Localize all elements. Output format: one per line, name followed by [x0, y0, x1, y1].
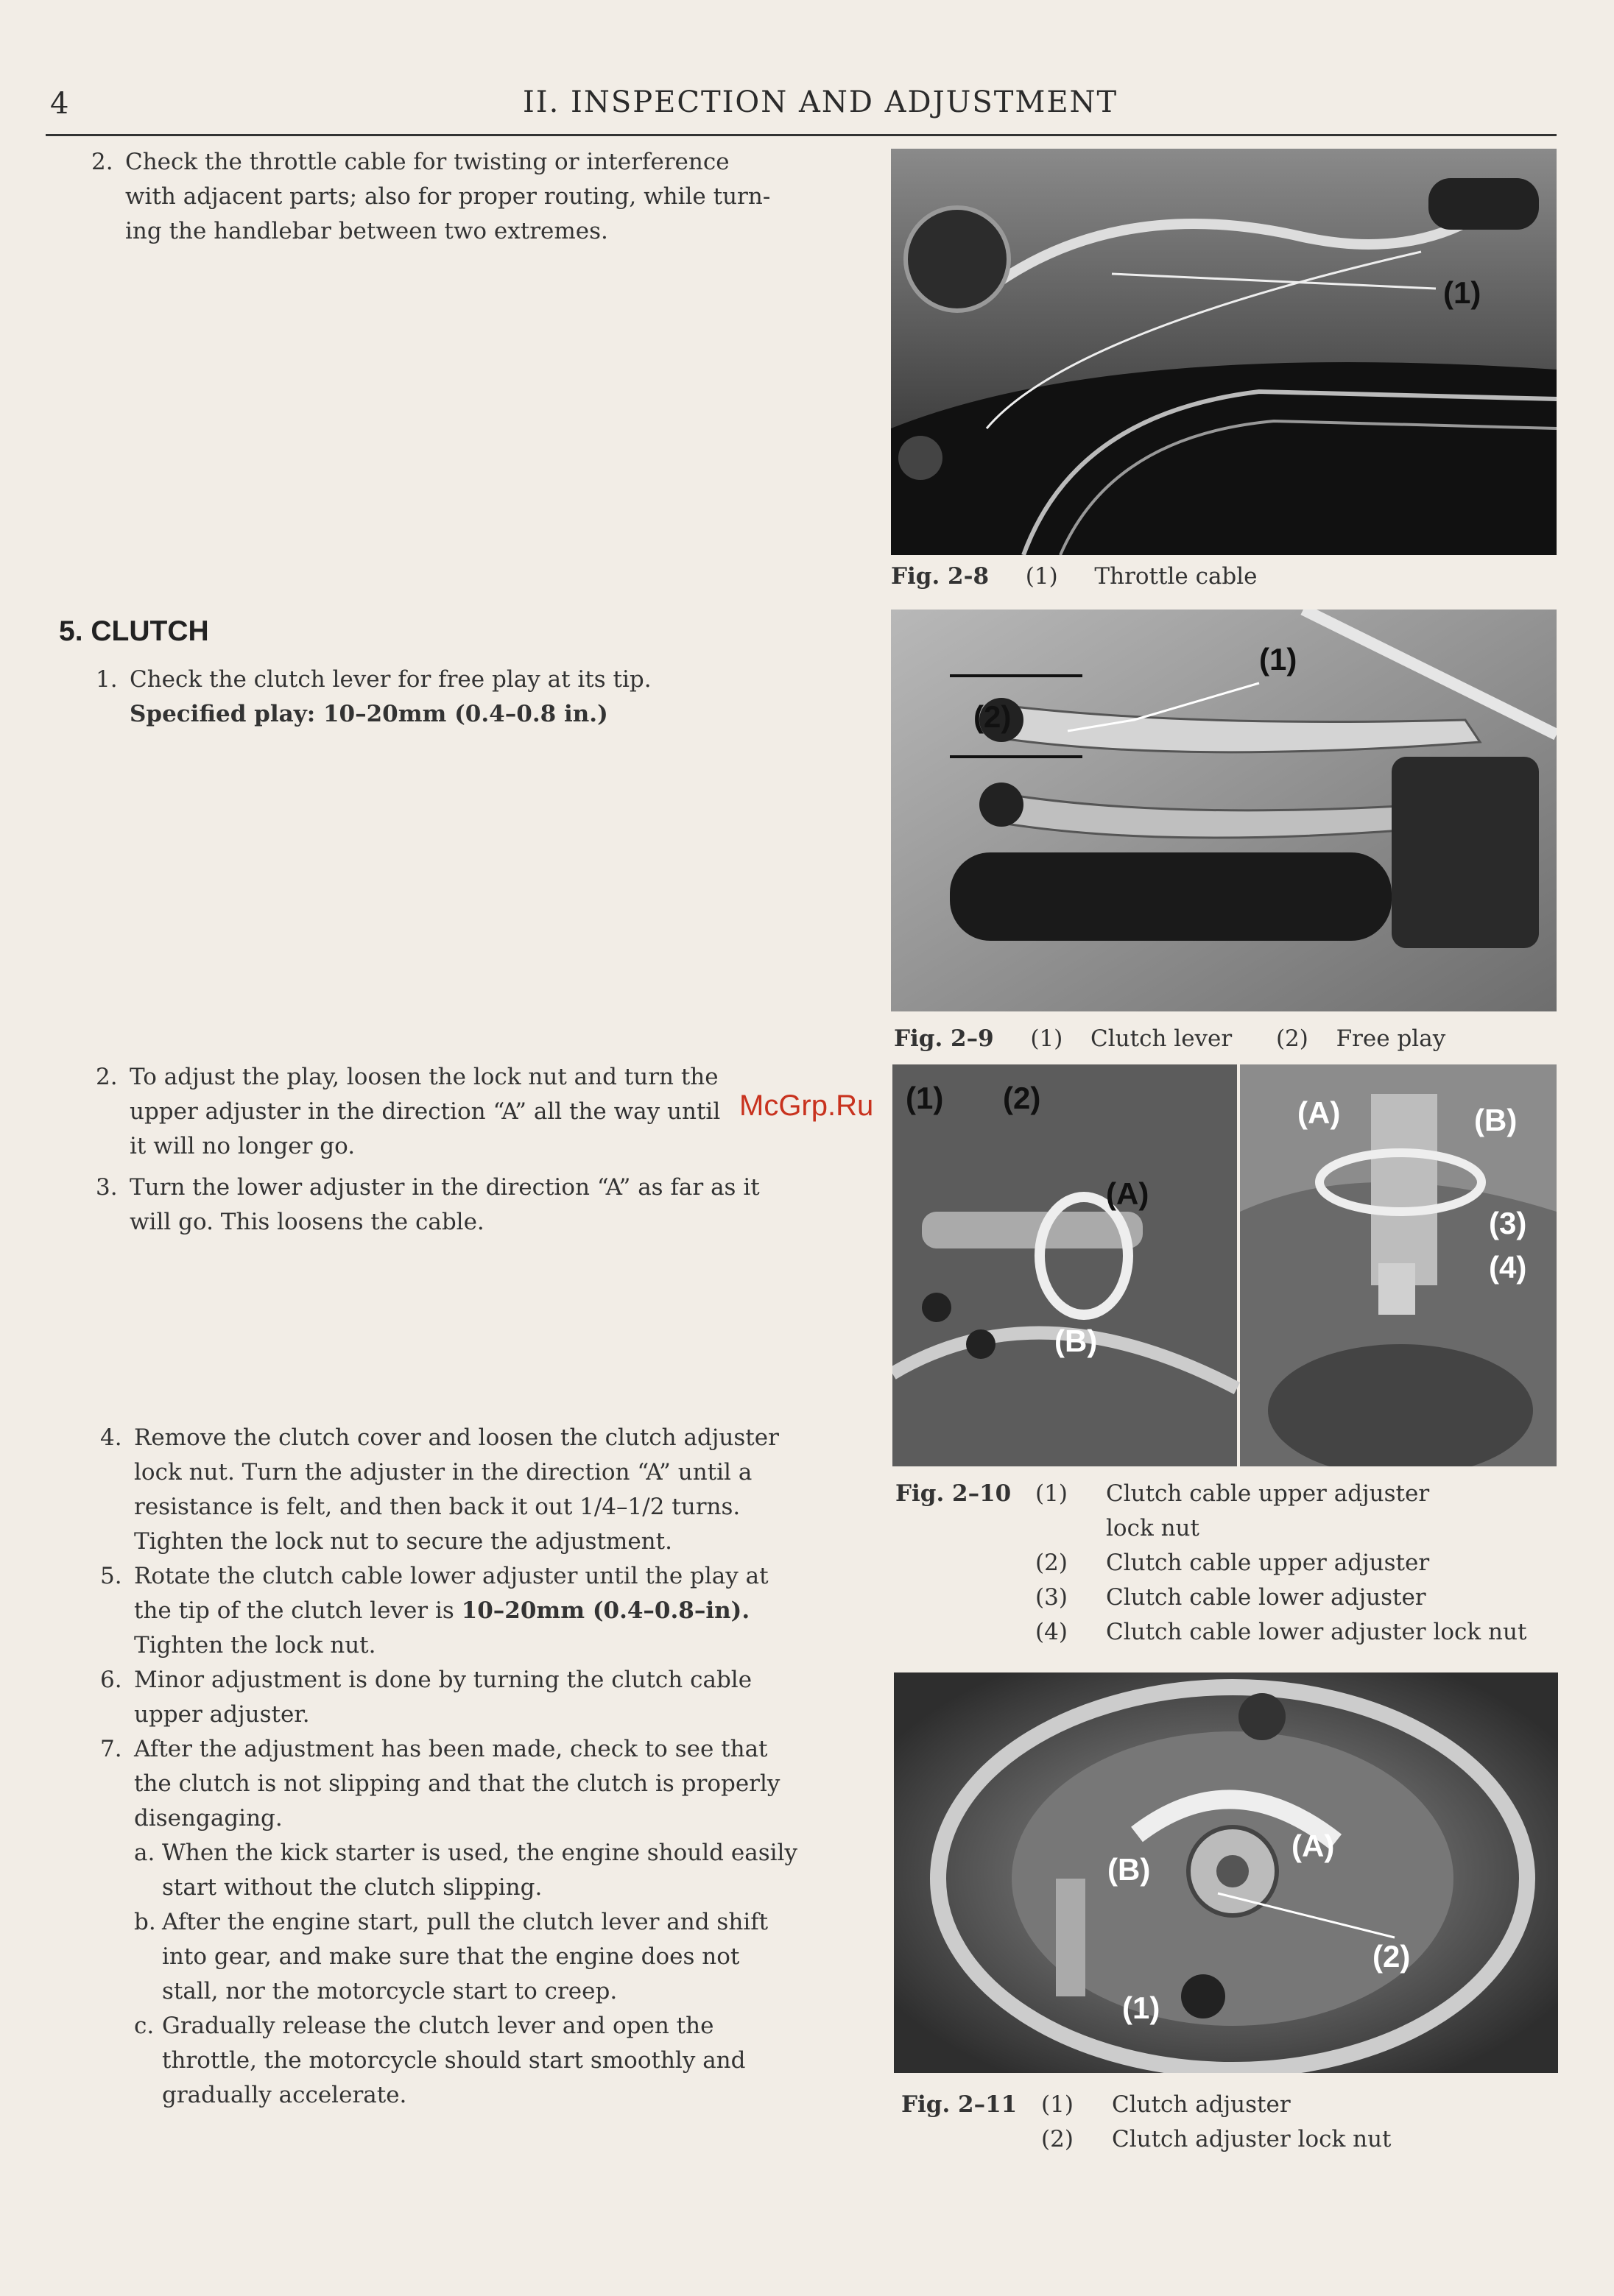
- figure-label: Fig. 2–11: [901, 2091, 1018, 2118]
- text-line: resistance is felt, and then back it out 1/4–1/2 turns.: [134, 1494, 741, 1520]
- text-line: After the engine start, pull the clutch lever and shift: [162, 1909, 769, 1935]
- figure-label: Fig. 2-8: [891, 563, 990, 590]
- caption-row: [901, 2122, 1392, 2157]
- callout-label: (B): [1054, 1324, 1098, 1358]
- caption-text: Free play: [1336, 1025, 1446, 1052]
- spec-value: 10–20mm (0.4–0.8–in).: [461, 1597, 750, 1624]
- figure-2-8-photo: [891, 149, 1557, 555]
- callout-label: (2): [1372, 1939, 1411, 1974]
- step-number: 6.: [100, 1667, 122, 1693]
- figure-2-8-caption: [891, 559, 1258, 594]
- caption-row: [895, 1580, 1526, 1615]
- figure-2-10-caption: [895, 1477, 1526, 1650]
- sub-item-b: [134, 1905, 822, 2009]
- text-line: upper adjuster.: [134, 1701, 310, 1728]
- step-number: 4.: [100, 1424, 122, 1451]
- callout-label: (4): [1489, 1250, 1527, 1285]
- section-title: II. INSPECTION AND ADJUSTMENT: [523, 85, 1118, 119]
- text-line: Turn the lower adjuster in the direction “A” as far as it: [130, 1174, 760, 1201]
- text-line: Check the throttle cable for twisting or interference: [125, 149, 730, 175]
- figure-2-11-photo: [894, 1672, 1558, 2073]
- caption-text: Clutch cable upper adjuster: [1106, 1480, 1430, 1507]
- caption-num: (2): [1041, 2126, 1074, 2152]
- text-line: upper adjuster in the direction “A” all the way until: [130, 1098, 721, 1125]
- text-line: it will no longer go.: [130, 1133, 356, 1159]
- text-line: will go. This loosens the cable.: [130, 1209, 484, 1235]
- sub-item-c: [134, 2009, 822, 2113]
- sub-item-label: b.: [134, 1909, 156, 1935]
- step-number: 5.: [100, 1563, 122, 1589]
- callout-label: (1): [1443, 275, 1481, 310]
- caption-text: lock nut: [1106, 1515, 1199, 1541]
- figure-2-9-photo: [891, 610, 1557, 1011]
- clutch-steps-4-7: [100, 1421, 822, 2113]
- text-line: When the kick starter is used, the engine should easily: [162, 1840, 797, 1866]
- spec-value: 10–20mm (0.4–0.8 in.): [323, 701, 608, 727]
- clutch-step-1: [96, 663, 817, 732]
- text-segment: the tip of the clutch lever is: [134, 1597, 462, 1624]
- text-line: throttle, the motorcycle should start smoothly and: [162, 2047, 746, 2074]
- text-line: To adjust the play, loosen the lock nut and turn the: [130, 1064, 719, 1090]
- clutch-step-3: [96, 1170, 817, 1240]
- figure-label: Fig. 2–9: [894, 1025, 994, 1052]
- page-number: 4: [50, 87, 69, 121]
- caption-row: [895, 1615, 1526, 1650]
- figure-2-11-caption: [901, 2088, 1392, 2157]
- text-line: with adjacent parts; also for proper routing, while turn-: [125, 183, 771, 210]
- caption-text: Clutch adjuster: [1112, 2091, 1291, 2118]
- callout-label: (A): [1297, 1095, 1341, 1130]
- text-line: start without the clutch slipping.: [162, 1874, 543, 1901]
- text-line: the clutch is not slipping and that the clutch is properly: [134, 1770, 780, 1797]
- callout-label: (1): [1122, 1991, 1160, 2025]
- header-rule: [46, 134, 1557, 136]
- caption-num: (2): [1275, 1025, 1308, 1052]
- figure-2-10-photo: [892, 1064, 1557, 1466]
- text-line: Tighten the lock nut to secure the adjustment.: [134, 1528, 672, 1555]
- caption-text: Clutch adjuster lock nut: [1112, 2126, 1392, 2152]
- text-line: Rotate the clutch cable lower adjuster until the play at: [134, 1563, 769, 1589]
- clutch-step-5: [100, 1559, 822, 1663]
- step-2-intro: [91, 145, 813, 249]
- clutch-step-7-subitems: [100, 1836, 822, 2113]
- caption-row: [895, 1546, 1526, 1580]
- caption-text: Throttle cable: [1094, 563, 1258, 590]
- text-line: Remove the clutch cover and loosen the clutch adjuster: [134, 1424, 779, 1451]
- sub-item-label: a.: [134, 1840, 155, 1866]
- caption-num: (2): [1035, 1550, 1068, 1576]
- sub-item-label: c.: [134, 2013, 155, 2039]
- clutch-step-2: [96, 1060, 817, 1164]
- callout-label: (2): [1003, 1081, 1041, 1115]
- clutch-step-7: [100, 1732, 822, 1836]
- text-line: Gradually release the clutch lever and open the: [162, 2013, 714, 2039]
- callout-label: (A): [1291, 1829, 1335, 1863]
- text-line: ing the handlebar between two extremes.: [125, 218, 608, 244]
- caption-text: Clutch cable upper adjuster: [1106, 1550, 1430, 1576]
- caption-num: (1): [1041, 2091, 1074, 2118]
- caption-num: (1): [1030, 1025, 1063, 1052]
- text-line: lock nut. Turn the adjuster in the direction “A” until a: [134, 1459, 753, 1486]
- step-number: 1.: [96, 666, 118, 693]
- text-line: After the adjustment has been made, check to see that: [134, 1736, 768, 1762]
- text-line: gradually accelerate.: [162, 2082, 407, 2108]
- text-line: Tighten the lock nut.: [134, 1632, 376, 1659]
- callout-label: (B): [1107, 1852, 1151, 1887]
- caption-text: Clutch lever: [1090, 1025, 1233, 1052]
- caption-num: (1): [1035, 1480, 1068, 1507]
- text-line: into gear, and make sure that the engine does not: [162, 1943, 740, 1970]
- clutch-heading: 5. CLUTCH: [59, 615, 209, 647]
- step-number: 2.: [91, 149, 113, 175]
- callout-label: (1): [1259, 642, 1297, 677]
- caption-row: [901, 2088, 1392, 2122]
- step-number: 7.: [100, 1736, 122, 1762]
- figure-2-9-caption: [894, 1022, 1445, 1056]
- callout-label: (A): [1106, 1176, 1149, 1211]
- callout-label: (3): [1489, 1206, 1527, 1240]
- step-number: 3.: [96, 1174, 118, 1201]
- caption-row: [895, 1477, 1526, 1511]
- caption-num: (4): [1035, 1619, 1068, 1645]
- watermark: McGrp.Ru: [739, 1089, 874, 1122]
- specified-play: [130, 697, 652, 732]
- text-line: stall, nor the motorcycle start to creep.: [162, 1978, 618, 2004]
- clutch-step-4: [100, 1421, 822, 1559]
- text-line: Minor adjustment is done by turning the clutch cable: [134, 1667, 753, 1693]
- clutch-step-6: [100, 1663, 822, 1732]
- text-line: disengaging.: [134, 1805, 283, 1831]
- caption-text: Clutch cable lower adjuster lock nut: [1106, 1619, 1527, 1645]
- text-line: [134, 1594, 769, 1628]
- text-line: Check the clutch lever for free play at its tip.: [130, 666, 652, 693]
- spec-label: Specified play:: [130, 701, 316, 727]
- caption-row: [895, 1511, 1526, 1546]
- callout-label: (B): [1474, 1103, 1518, 1137]
- figure-label: Fig. 2–10: [895, 1480, 1012, 1507]
- callout-label: (1): [906, 1081, 944, 1115]
- sub-item-a: [134, 1836, 822, 1905]
- caption-text: Clutch cable lower adjuster: [1106, 1584, 1426, 1611]
- step-number: 2.: [96, 1064, 118, 1090]
- caption-num: (3): [1035, 1584, 1068, 1611]
- caption-num: (1): [1025, 563, 1058, 590]
- callout-label: (2): [973, 699, 1012, 734]
